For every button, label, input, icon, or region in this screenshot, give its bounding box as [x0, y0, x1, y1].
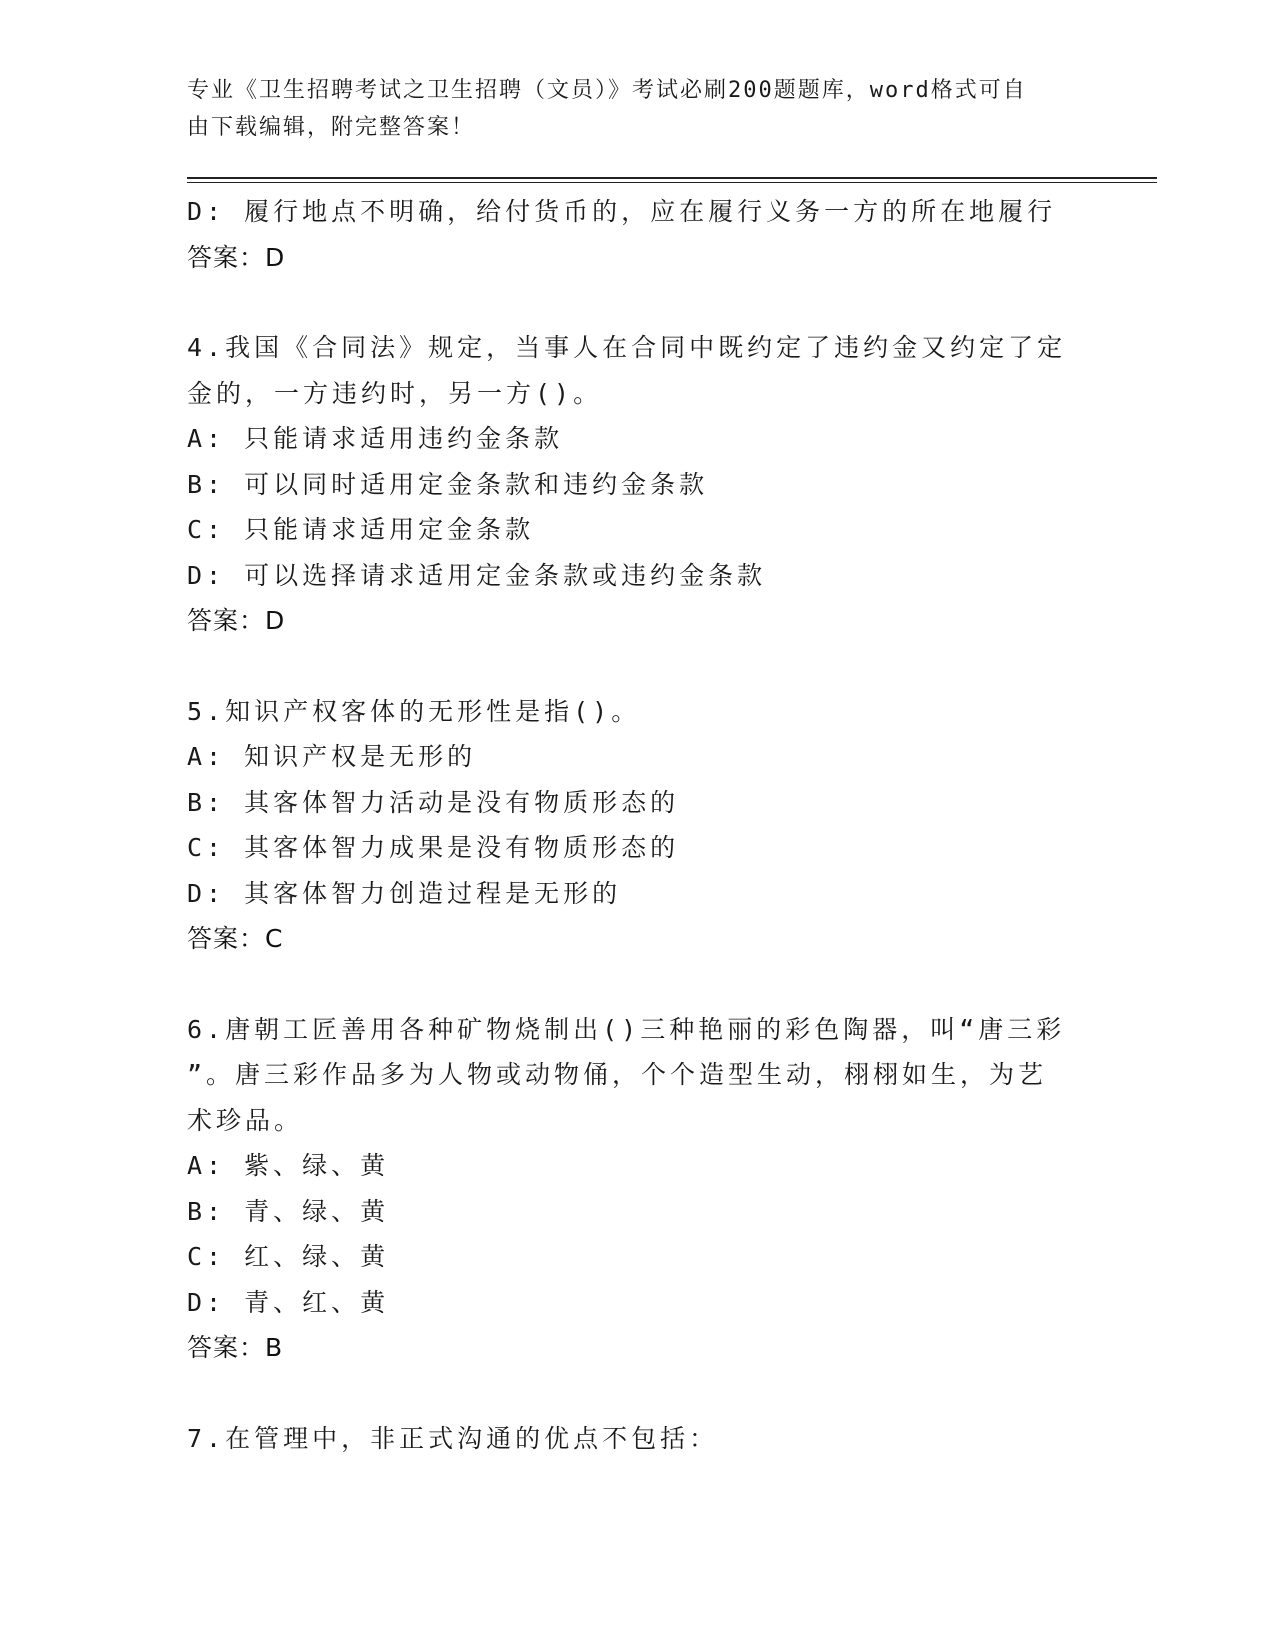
answer-line: 答案：B: [187, 1333, 284, 1362]
option-d: D: 青、红、黄: [187, 1287, 390, 1317]
prev-question-tail: [187, 189, 1067, 280]
answer-line: 答案：D: [187, 242, 286, 272]
question-list: [187, 189, 1067, 1461]
stem-line: ”。唐三彩作品多为人物或动物俑，个个造型生动，栩栩如生，为艺: [187, 1060, 1048, 1089]
header-title-line-1: 专业《卫生招聘考试之卫生招聘（文员）》考试必刷200题题库，word格式可自: [187, 78, 1027, 103]
header-title-line-2: 由下载编辑，附完整答案！: [187, 115, 476, 140]
option-c: C: 其客体智力成果是没有物质形态的: [187, 833, 680, 862]
option-b: B: 其客体智力活动是没有物质形态的: [187, 787, 680, 817]
option-a: A: 知识产权是无形的: [187, 742, 477, 771]
header-divider-thick: [187, 177, 1157, 179]
option-a: A: 只能请求适用违约金条款: [187, 424, 564, 453]
option-c: C: 红、绿、黄: [187, 1242, 390, 1271]
option-d: D: 其客体智力创造过程是无形的: [187, 878, 622, 908]
stem-line: 金的，一方违约时，另一方()。: [187, 378, 603, 408]
question-7: [187, 1416, 1067, 1462]
document-header: [187, 72, 1067, 146]
question-6: [187, 1007, 1067, 1371]
question-4: [187, 325, 1067, 644]
stem-line: 4.我国《合同法》规定，当事人在合同中既约定了违约金又约定了定: [187, 333, 1067, 362]
option-b: B: 青、绿、黄: [187, 1196, 390, 1226]
answer-line: 答案：C: [187, 924, 284, 953]
stem-line: 6.唐朝工匠善用各种矿物烧制出()三种艳丽的彩色陶器，叫“唐三彩: [187, 1014, 1066, 1044]
stem-line: 术珍品。: [187, 1105, 304, 1135]
option-d: D: 可以选择请求适用定金条款或违约金条款: [187, 560, 767, 590]
question-stem: [187, 325, 1067, 416]
answer-line: 答案：D: [187, 606, 286, 635]
question-5: [187, 689, 1067, 962]
question-stem: [187, 1007, 1067, 1144]
option-c: C: 只能请求适用定金条款: [187, 515, 535, 544]
stem-line: 7.在管理中，非正式沟通的优点不包括：: [187, 1423, 719, 1453]
question-stem: [187, 1416, 1067, 1462]
option-a: A: 紫、绿、黄: [187, 1151, 390, 1180]
stem-line: 5.知识产权客体的无形性是指()。: [187, 696, 641, 726]
option-b: B: 可以同时适用定金条款和违约金条款: [187, 469, 709, 499]
question-stem: [187, 689, 1067, 735]
option-d: D: 履行地点不明确，给付货币的，应在履行义务一方的所在地履行: [187, 197, 1057, 226]
header-divider-thin: [187, 182, 1157, 183]
